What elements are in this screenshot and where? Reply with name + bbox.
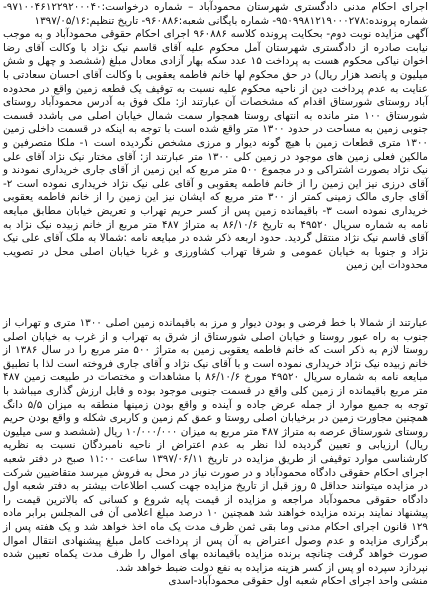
column-divider [0, 313, 431, 314]
notice-body-part-1: آگهی مزایده نوبت دوم- بحکایت پرونده کلاسه ۹۶۰۸۸۶ اجرای احکام حقوقی محمودآباد و به موجب نیابت صادره از دادگستری شهرستان آمل محکوم علیه آقای قاسم نیک نژاد با وکالت آقای رضا اخوان نیاکی محکوم هست به پرداخت ۱۵ عدد سکه بهار آزادی معادل مبلغ (ششصد و چهل و شش میلیون و پانصد هزار ریال) در حق محکوم لها خانم فاطمه یعقوبی با وکالت آقای احسان سعادتی با عنایت به عدم پرداخت دین از ناحیه محکوم علیه نسبت به توقیف یک قطعه زمین واقع در محدوده آباد روستای شورستاق اقدام که مشخصات آن عبارتند از: ملک فوق به آدرس محمودآباد روستای شورستاق ۱۰۰ متر مانده به انتهای روستا همجوار سمت شمال خیابان اصلی می باشدد قسمت جنوبی زمین به مساحت در حدود ۱۳۰۰ متر واقع شده است با توجه به اینکه در قسمت داخلی زمین ۱۳۰۰ متری قطعات زمین با هیچ گونه دیوار و مرزی مشخص نگردیده است ۱- ملکا متصرفین و مالکین فعلی زمین های موجود در زمین کلی ۱۳۰۰ متر عبارتند از: آقای مختار نیک نژاد آقای علی نیک نژاد بصورت اشتراکی و در مجموع ۵۰۰ متر مربع که این زمین از آقای جاری خریداری نمودند و آقای درزی نیز این زمین را از خانم فاطمه یعقوبی و آقای علی نیک نژاد خریداری نموده است ۲- آقای جاری مالک زمینی کمتر از ۳۰۰ متر مربع که ایشان نیز این زمین را از خانم فاطمه یعقوبی خریداری نموده است ۳- باقیمانده زمین پس از کسر حریم تهراب و تعریض خیابان مطابق مبایعه نامه به شماره سریال ۴۹۵۲۰ به تاریخ ۸۶/۱۰/۶ به متراژ ۴۸۷ متر مربع از خانم زبیده نیک نژاد به آقای قاسم نیک نژاد منتقل گردید. حدود اربعه ذکر شده در مبایعه نامه :شمالا به ملک آقای علی نیک نژاد و جنوبا به خیابان عمومی و شرقا تهراب کشاورزی و غربا خیابان اصلی محل در تصویب محدودات این زمین [3, 28, 429, 272]
notice-upper-column [3, 1, 428, 273]
notice-body-part-2: عبارتند از شمالا با خط فرضی و بودن دیوار و مرز به باقیمانده زمین اصلی ۱۳۰۰ متری و تهراب از جنوب به راه عبور روستا و خیابان اصلی شورستاق از شرق به تهراب و از غرب به خیابان اصلی روستا لازم به ذکر است که خانم فاطمه یعقوبی زمین به متراژ ۵۰۰ متر مربع را در سال ۱۳۸۶ از خانم زبیده نیک نژاد خریداری نموده است و با آقای نیک نژاد و آقای جاری فروخته است لذا با تطبیق مبایعه نامه به شماره سریال ۴۹۵۲۰ مورخ ۸۶/۱۰/۶ با مشاهدات و مختصات در طبیعت زمین ۴۸۷ متر مربع باقیمانده از زمین کلی واقع در قسمت جنوبی موجود بوده و قابل ارزش گذاری میباشد با توجه به جمیع موارد از جمله عرض جاده و آینده و واقع بودن زمینها منطقه به میزان ۵/۵ دانگ همچنین مجاورت زمین در برخیابان اصلی روستا و عمق کم زمین و کاربری شکله و واقع بودن حریم روستای شورستاق عرصه به متراژ ۴۸۷ متر مربع به میزان ۱۰/۰۰۰/۰۰۰ ریال (ششصد و سی میلیون ریال) ارزیابی و تعیین گردیده لذا نظر به عدم اعتراض از ناحیه نامبردگان نسبت به نظریه کارشناسی موارد توقیفی از طریق مزایده در تاریخ ۱۳۹۷/۰۶/۱۱ ساعت ۱۱:۰۰ صبح در دفتر شعبه اجرای احکام حقوقی دادگاه محمودآباد و در صورت نیاز در محل به فروش میرسد متقاضیین شرکت در مزایده میتوانند حداقل ۵ روز قبل از تاریخ مزایده جهت کسب اطلاعات بیشتر به دفتر شعبه اول دادگاه حقوقی محمودآباد مراجعه و مزایده از قیمت پایه شروع و کسانی که بالاترین قیمت را پیشنهاد نمایند برنده مزایده خواهند شد همچنین ۱۰ درصد مبلغ اعلامی آن فی المجلس برابر ماده ۱۲۹ قانون اجرای احکام مدنی وما بقی ثمن ظرف مدت یک ماه اخذ خواهد شد و یک هفته پس از برگزاری مزایده و عدم وصول اعتراض به آن پس از پرداخت کامل مبلغ پیشنهادی انتقال اموال صورت خواهد گرفت چنانچه برنده مزایده باقیمانده بهای اموال را ظرف مدت یکماه تعیین شده نپردازد سپرده او پس از کسر هزینه مزایده به نفع دولت ضبط خواهد شد. [3, 317, 429, 574]
notice-lower-column [3, 317, 428, 589]
notice-header: اجرای احکام مدنی دادگستری شهرستان محمودآباد – شماره درخواست:۹۷۱۰۰۴۶۱۲۲۹۲۰۰۰۴۰- شماره پرونده:۹۵۰۹۹۸۱۲۱۹۰۰۰۲۷۸- شماره بایگانی شعبه:۹۶۰۸۸۶- تاریخ تنظیم:۱۳۹۷/۰۵/۱۶ [3, 1, 428, 27]
notice-signature: منشی واحد اجرای احکام شعبه اول حقوقی محمودآباد-اسدی [168, 575, 428, 588]
